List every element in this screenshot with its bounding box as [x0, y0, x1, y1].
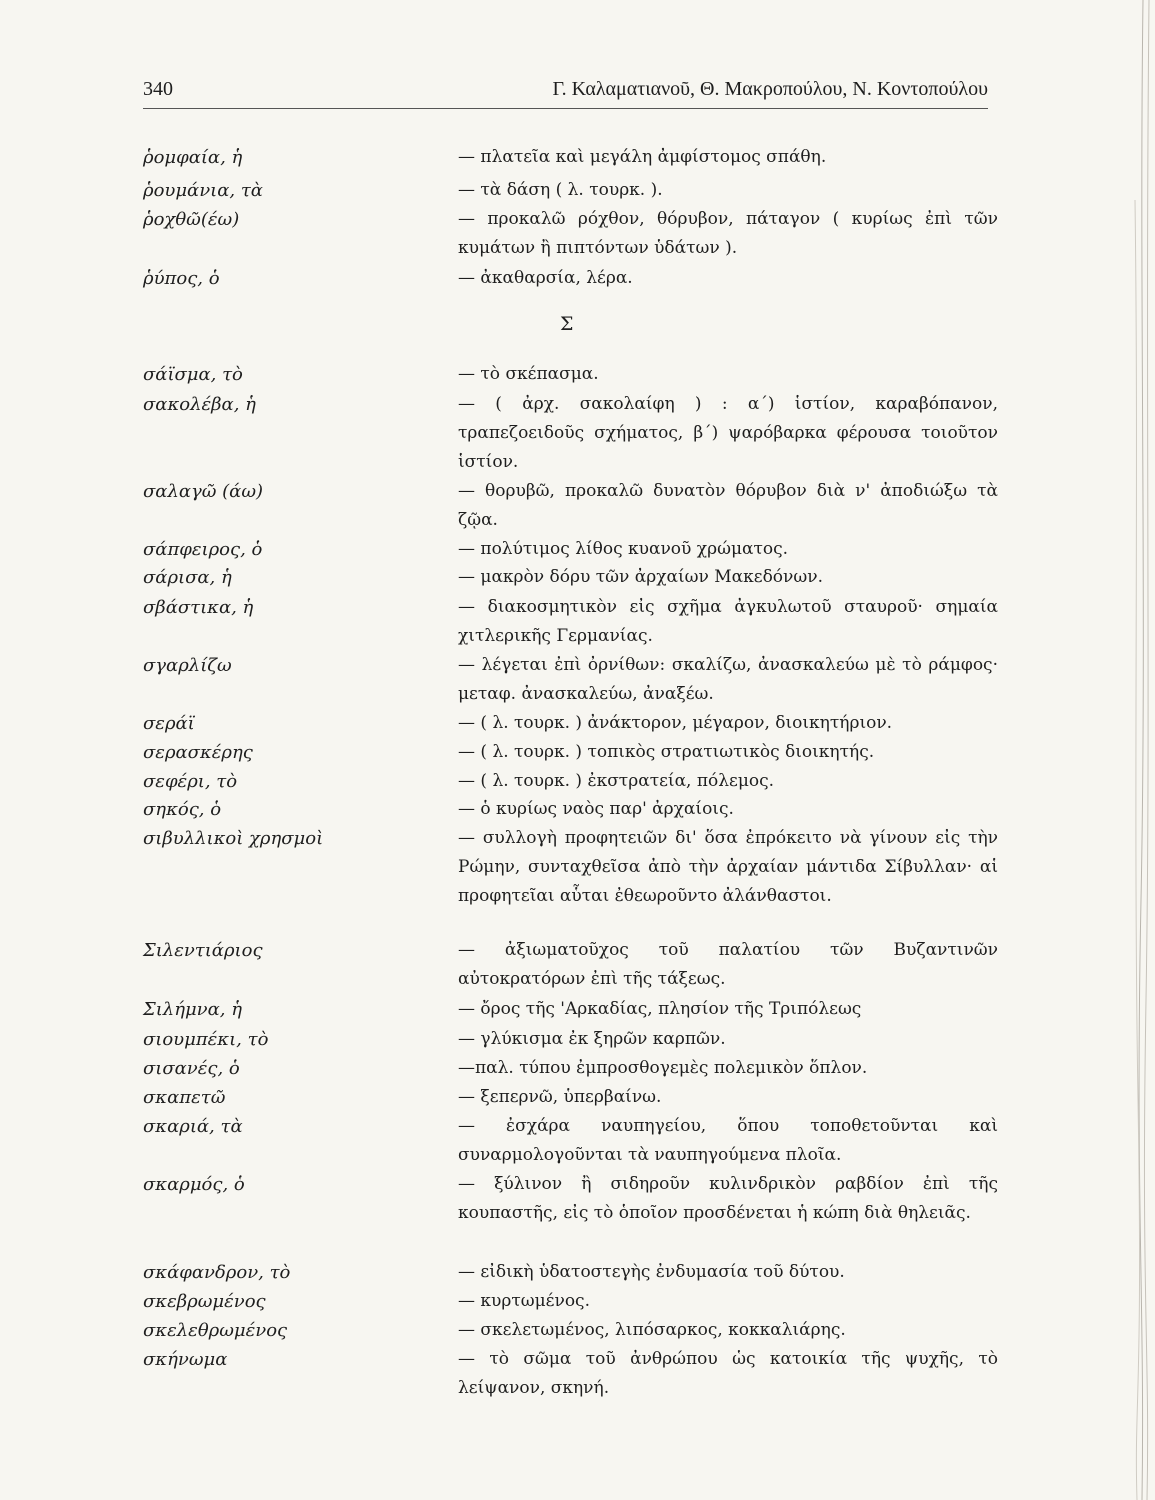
definition: — ( ἀρχ. σακολαίφη ) : α΄) ἱστίον, καραβόπανον, τραπεζοειδοῦς σχήματος, β΄) ψαρόβαρκα φέρουσα τοιοῦτον ἱστίον.	[458, 394, 998, 472]
headword: ῥοχθῶ(έω)	[143, 209, 240, 230]
definition: — κυρτωμένος.	[458, 1291, 590, 1311]
definition: — σκελετωμένος, λιπόσαρκος, κοκκαλιάρης.	[458, 1320, 846, 1340]
headword: σκαρμός, ὁ	[143, 1174, 245, 1195]
page-number: 340	[143, 78, 173, 100]
headword: σισανές, ὁ	[143, 1058, 240, 1079]
definition: — ξεπερνῶ, ὑπερβαίνω.	[458, 1087, 662, 1107]
header-rule	[143, 108, 988, 109]
headword: σαλαγῶ (άω)	[143, 481, 264, 502]
definition: — εἰδικὴ ὑδατοστεγὴς ἐνδυμασία τοῦ δύτου.	[458, 1262, 845, 1282]
definition: — γλύκισμα ἐκ ξηρῶν καρπῶν.	[458, 1029, 726, 1049]
headword: σιβυλλικοὶ χρησμοὶ	[143, 828, 324, 849]
headword: σεφέρι, τὸ	[143, 771, 238, 792]
headword: σκαπετῶ	[143, 1087, 226, 1108]
definition: — ἀκαθαρσία, λέρα.	[458, 268, 633, 288]
headword: ῥομφαία, ἡ	[143, 147, 243, 168]
definition: — μακρὸν δόρυ τῶν ἀρχαίων Μακεδόνων.	[458, 567, 823, 587]
definition: — ( λ. τουρκ. ) ἀνάκτορον, μέγαρον, διοικητήριον.	[458, 713, 893, 733]
running-head-authors: Γ. Καλαματιανοῦ, Θ. Μακροπούλου, Ν. Κοντοπούλου	[552, 78, 988, 100]
headword: σηκός, ὁ	[143, 799, 222, 820]
definition: — ὁ κυρίως ναὸς παρ' ἀρχαίοις.	[458, 799, 734, 819]
headword: σεράϊ	[143, 713, 195, 734]
definition: —παλ. τύπου ἐμπροσθογεμὲς πολεμικὸν ὅπλον.	[458, 1058, 868, 1078]
definition: — ἐσχάρα ναυπηγείου, ὅπου τοποθετοῦνται καὶ συναρμολογοῦνται τὰ ναυπηγούμενα πλοῖα.	[458, 1116, 998, 1165]
definition: — συλλογὴ προφητειῶν δι' ὅσα ἐπρόκειτο νὰ γίνουν εἰς τὴν Ρώμην, συνταχθεῖσα ἀπὸ τὴν ἀρχαίαν μάντιδα Σίβυλλαν· αἱ προφητεῖαι αὗται ἐθεωροῦντο ἀλάνθαστοι.	[458, 828, 998, 906]
headword: σκάφανδρον, τὸ	[143, 1262, 291, 1283]
headword: σκεβρωμένος	[143, 1291, 266, 1312]
definition: — τὸ σῶμα τοῦ ἀνθρώπου ὡς κατοικία τῆς ψυχῆς, τὸ λείψανον, σκηνή.	[458, 1349, 998, 1398]
definition: — ( λ. τουρκ. ) ἐκστρατεία, πόλεμος.	[458, 771, 775, 791]
headword: Σιλεντιάριος	[143, 940, 263, 961]
definition: — λέγεται ἐπὶ ὀρνίθων: σκαλίζω, ἀνασκαλεύω μὲ τὸ ράμφος· μεταφ. ἀνασκαλεύω, ἀναξέω.	[458, 655, 998, 704]
headword: σακολέβα, ἡ	[143, 394, 256, 415]
definition: — θορυβῶ, προκαλῶ δυνατὸν θόρυβον διὰ ν' ἀποδιώξω τὰ ζῷα.	[458, 481, 998, 530]
definition: — πλατεῖα καὶ μεγάλη ἀμφίστομος σπάθη.	[458, 147, 827, 167]
headword: σκήνωμα	[143, 1349, 228, 1370]
section-letter: Σ	[560, 313, 574, 335]
definition: — πολύτιμος λίθος κυανοῦ χρώματος.	[458, 539, 789, 559]
headword: σκελεθρωμένος	[143, 1320, 288, 1341]
headword: σάπφειρος, ὁ	[143, 539, 263, 560]
definition: — διακοσμητικὸν εἰς σχῆμα ἀγκυλωτοῦ σταυροῦ· σημαία χιτλερικῆς Γερμανίας.	[458, 597, 998, 646]
definition: — προκαλῶ ρόχθον, θόρυβον, πάταγον ( κυρίως ἐπὶ τῶν κυμάτων ἢ πιπτόντων ὑδάτων ).	[458, 209, 998, 258]
headword: σκαριά, τὰ	[143, 1116, 243, 1137]
headword: σάρισα, ἡ	[143, 567, 232, 588]
page-header	[143, 70, 988, 110]
headword: σερασκέρης	[143, 742, 253, 763]
definition: — ( λ. τουρκ. ) τοπικὸς στρατιωτικὸς διοικητής.	[458, 742, 875, 762]
headword: σιουμπέκι, τὸ	[143, 1029, 269, 1050]
headword: ῥουμάνια, τὰ	[143, 180, 263, 201]
definition: — τὰ δάση ( λ. τουρκ. ).	[458, 180, 663, 200]
headword: σάϊσμα, τὸ	[143, 364, 243, 385]
definition: — ὄρος τῆς 'Αρκαδίας, πλησίον τῆς Τριπόλεως	[458, 999, 862, 1019]
headword: σγαρλίζω	[143, 655, 232, 676]
binding-threads	[1115, 0, 1155, 1500]
definition: — ξύλινον ἢ σιδηροῦν κυλινδρικὸν ραβδίον ἐπὶ τῆς κουπαστῆς, εἰς τὸ ὁποῖον προσδένεται ἡ κώπη διὰ θηλειᾶς.	[458, 1174, 998, 1223]
definition: — τὸ σκέπασμα.	[458, 364, 599, 384]
headword: ῥύπος, ὁ	[143, 268, 220, 289]
headword: Σιλήμνα, ἡ	[143, 999, 242, 1020]
definition: — ἀξιωματοῦχος τοῦ παλατίου τῶν Βυζαντινῶν αὐτοκρατόρων ἐπὶ τῆς τάξεως.	[458, 940, 998, 989]
headword: σβάστικα, ἡ	[143, 597, 254, 618]
